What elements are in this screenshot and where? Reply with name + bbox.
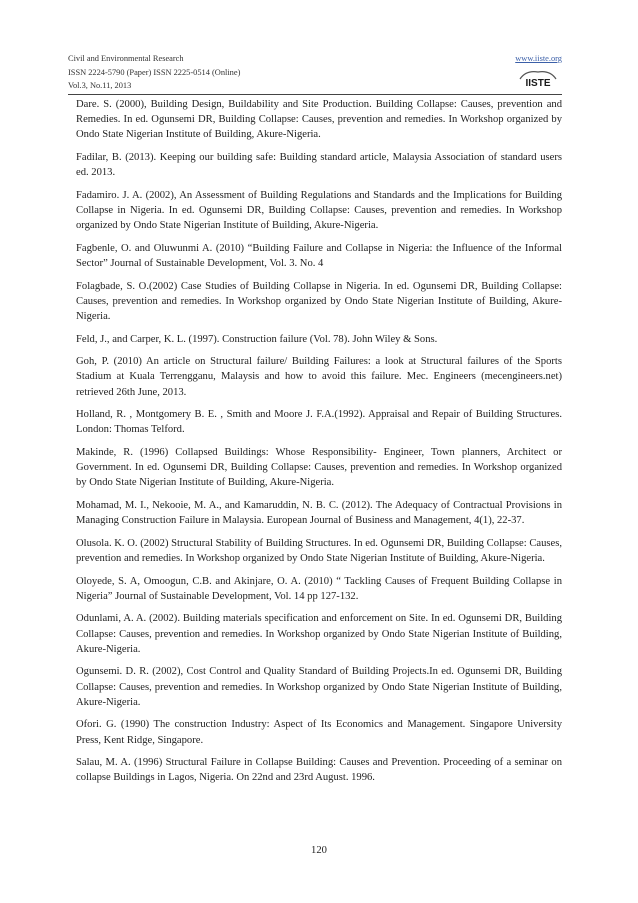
reference-entry: Odunlami, A. A. (2002). Building materials specification and enforcement on Site. In ed. Ogunsemi DR, Building Collapse: Causes, prevention and remedies. In Workshop organized by Ondo State Nigerian Institute of Building, Akure-Nigeria. bbox=[76, 613, 562, 655]
page-header bbox=[68, 52, 562, 94]
reference-entry: Goh, P. (2010) An article on Structural failure/ Building Failures: a look at Structural failures of the Sports Stadium at Kuala Terrengganu, Malaysis and how to avoid this failure. Mec. Engineers (mecengineers.net) retrieved 26th June, 2013. bbox=[76, 356, 562, 398]
reference-entry: Fadamiro. J. A. (2002), An Assessment of Building Regulations and Standards and the Implications for Building Collapse in Nigeria. In ed. Ogunsemi DR, Building Collapse: Causes, prevention and remedies. In Workshop organized by Ondo State Nigerian Institute of Building, Akure-Nigeria. bbox=[76, 189, 562, 232]
reference-list bbox=[76, 97, 562, 793]
volume-line: Vol.3, No.11, 2013 bbox=[68, 81, 132, 90]
issn-line: ISSN 2224-5790 (Paper) ISSN 2225-0514 (Online) bbox=[68, 67, 241, 77]
reference-entry: Makinde, R. (1996) Collapsed Buildings: Whose Responsibility- Engineer, Town planners, Architect or Government. In ed. Ogunsemi DR, Building Collapse: Causes, prevention and remedies. In Workshop organized by Ondo State Nigerian Institute of Building, Akure-Nigeria. bbox=[76, 446, 562, 489]
reference-entry: Feld, J., and Carper, K. L. (1997). Construction failure (Vol. 78). John Wiley & Sons. bbox=[76, 333, 438, 345]
reference-entry: Ogunsemi. D. R. (2002), Cost Control and Quality Standard of Building Projects.In ed. Ogunsemi DR, Building Collapse: Causes, prevention and remedies. In Workshop organized by Ondo State Nigerian Institute of Building, Akure-Nigeria. bbox=[76, 666, 562, 708]
header-divider bbox=[68, 94, 562, 95]
reference-entry: Ofori. G. (1990) The construction Industry: Aspect of Its Economics and Management. Singapore University Press, Kent Ridge, Singapore. bbox=[76, 719, 562, 746]
reference-entry: Salau, M. A. (1996) Structural Failure in Collapse Building: Causes and Prevention. Proceeding of a seminar on collapse Buildings in Lagos, Nigeria. On 22nd and 23rd August. 1996. bbox=[76, 757, 562, 784]
journal-name: Civil and Environmental Research bbox=[68, 54, 184, 63]
logo-lettering: IISTE bbox=[525, 78, 551, 88]
reference-entry: Mohamad, M. I., Nekooie, M. A., and Kamaruddin, N. B. C. (2012). The Adequacy of Contractual Provisions in Managing Construction Failure in Malaysia. European Journal of Business and Management, 4(1), 22-37. bbox=[76, 499, 562, 527]
iiste-logo bbox=[518, 69, 558, 88]
reference-entry: Olusola. K. O. (2002) Structural Stability of Building Structures. In ed. Ogunsemi DR, Building Collapse: Causes, prevention and remedies. In Workshop organized by Ondo State Nigerian Institute of Building, Akure-Nigeria. bbox=[76, 537, 562, 564]
reference-entry: Fagbenle, O. and Oluwunmi A. (2010) “Building Failure and Collapse in Nigeria: the Influence of the Informal Sector” Journal of Sustainable Development, Vol. 3. No. 4 bbox=[76, 242, 562, 269]
journal-url-link[interactable]: www.iiste.org bbox=[515, 54, 562, 63]
reference-entry: Fadilar, B. (2013). Keeping our building safe: Building standard article, Malaysia Association of standard users ed. 2013. bbox=[76, 152, 562, 179]
page-number: 120 bbox=[311, 845, 327, 856]
reference-entry: Oloyede, S. A, Omoogun, C.B. and Akinjare, O. A. (2010) “ Tackling Causes of Frequent Building Collapse in Nigeria” Journal of Sustainable Development, Vol. 14 pp 127-132. bbox=[76, 575, 562, 602]
reference-entry: Holland, R. , Montgomery B. E. , Smith and Moore J. F.A.(1992). Appraisal and Repair of Building Structures. London: Thomas Telford. bbox=[76, 409, 562, 436]
reference-entry: Folagbade, S. O.(2002) Case Studies of Building Collapse in Nigeria. In ed. Ogunsemi DR, Building Collapse: Causes, prevention and remedies. In Workshop organized by Ondo State Nigerian Institute of Building, Akure-Nigeria. bbox=[76, 280, 562, 322]
reference-entry: Dare. S. (2000), Building Design, Buildability and Site Production. Building Collapse: Causes, prevention and Remedies. In ed. Ogunsemi DR, Building Collapse: Causes, prevention and remedies. In Workshop organized by Ondo State Nigerian Institute of Building, Akure-Nigeria. bbox=[76, 99, 562, 141]
